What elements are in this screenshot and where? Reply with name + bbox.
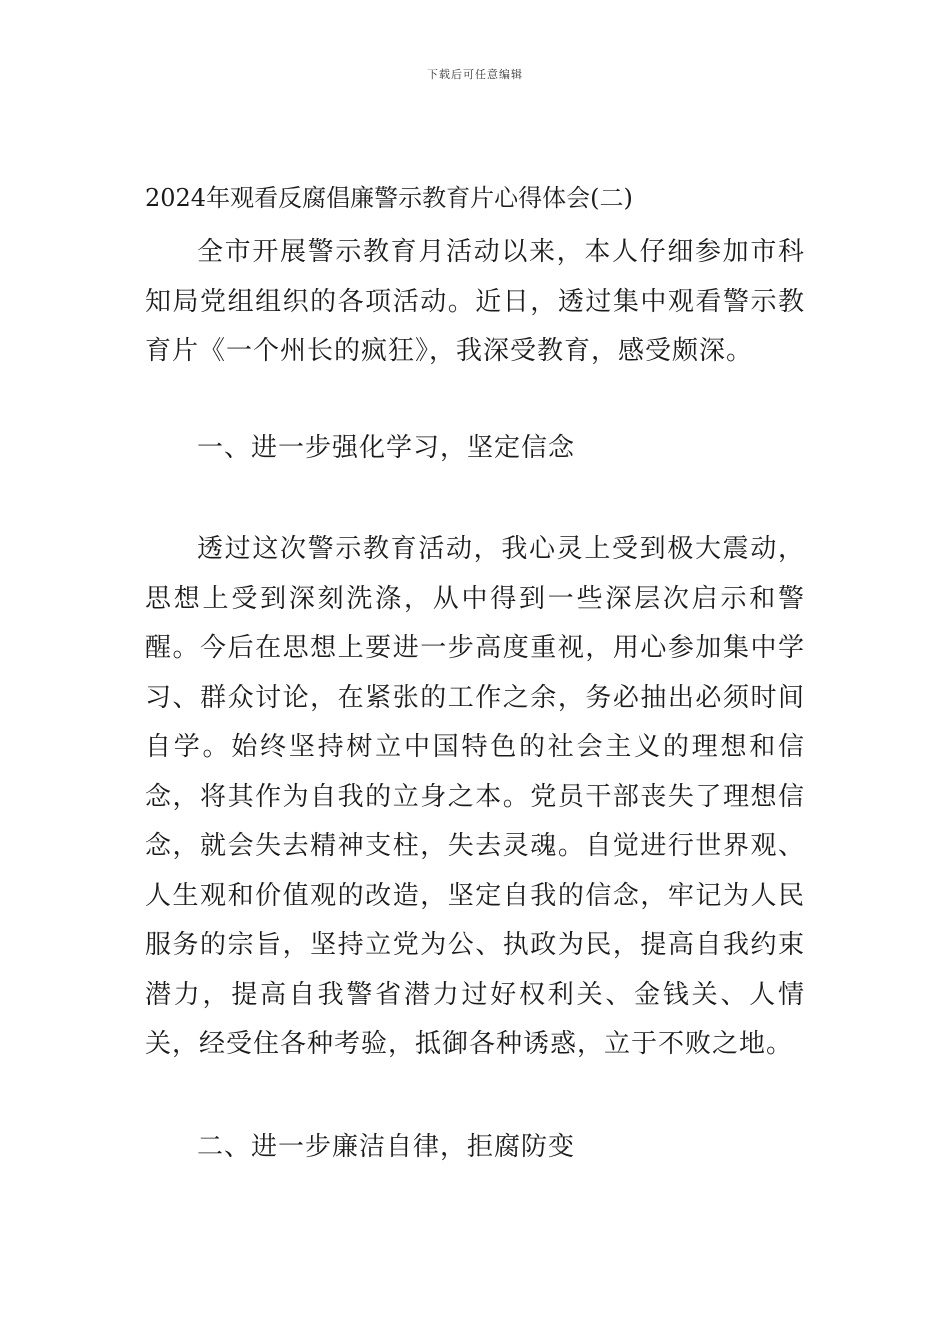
header-note: 下载后可任意编辑 — [427, 68, 523, 81]
document-title: 2024年观看反腐倡廉警示教育片心得体会(二) — [145, 184, 633, 212]
intro-paragraph: 全市开展警示教育月活动以来，本人仔细参加市科知局党组组织的各项活动。近日，透过集中观看警示教育片《一个州长的疯狂》，我深受教育，感受颇深。 — [145, 237, 805, 366]
section-heading-2: 二、进一步廉洁自律，拒腐防变 — [197, 1131, 576, 1162]
section-heading-1: 一、进一步强化学习，坚定信念 — [197, 432, 576, 463]
document-body — [145, 178, 805, 1172]
section-body-1: 透过这次警示教育活动，我心灵上受到极大震动，思想上受到深刻洗涤，从中得到一些深层次启示和警醒。今后在思想上要进一步高度重视，用心参加集中学习、群众讨论，在紧张的工作之余，务必抽出必须时间自学。始终坚持树立中国特色的社会主义的理想和信念，将其作为自我的立身之本。党员干部丧失了理想信念，就会失去精神支柱，失去灵魂。自觉进行世界观、人生观和价值观的改造，坚定自我的信念，牢记为人民服务的宗旨，坚持立党为公、执政为民，提高自我约束潜力，提高自我警省潜力过好权利关、金钱关、人情关，经受住各种考验，抵御各种诱惑，立于不败之地。 — [145, 534, 805, 1059]
